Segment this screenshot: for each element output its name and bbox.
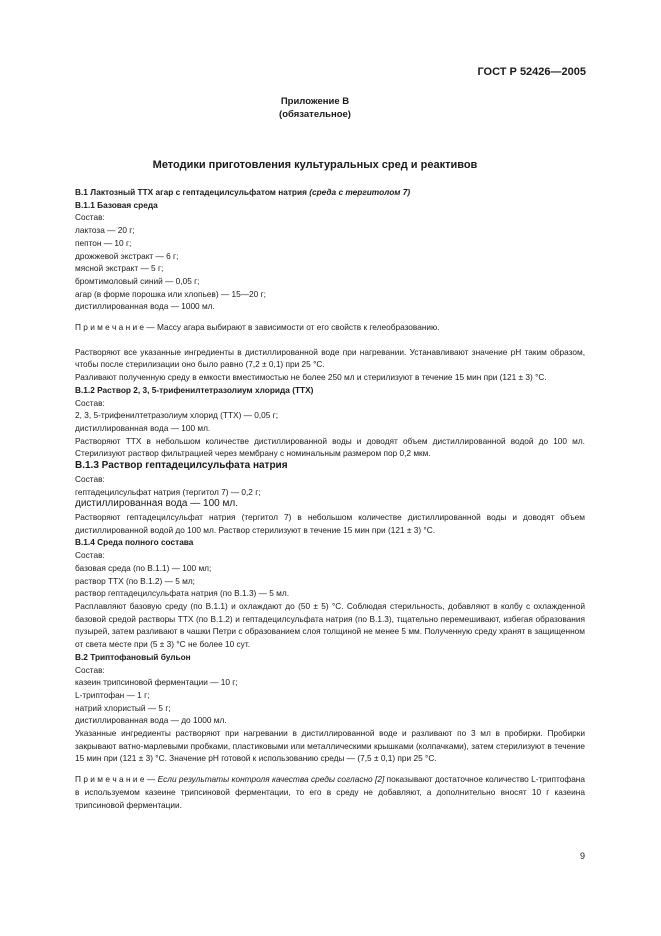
paragraph: Указанные ингредиенты растворяют при нагревании в дистиллированной воде и разливают по 3 мл в пробирки. Пробирки закрывают ватно-марлевыми пробками, пластиковыми или металлическими крышками (колпачками), затем стерилизуют в течение 15 мин при (121 ± 3) °С. Значение рН готовой к использованию среды — (7,5 ± 0,1) при 25 °С. [75,728,585,764]
section-b14-heading: В.1.4 Среда полного состава [75,537,194,548]
list-item: базовая среда (по В.1.1) — 100 мл; [75,562,212,573]
list-item: агар (в форме порошка или хлопьев) — 15—20 г; [75,288,266,299]
note-italic: Если результаты контроля качества среды согласно [2] [157,774,385,785]
composition-label: Состав: [75,664,105,675]
composition-label: Состав: [75,473,105,484]
composition-label: Состав: [75,212,105,223]
note-label: П р и м е ч а н и е [75,774,145,785]
page-number: 9 [579,851,585,861]
list-item: гептадецилсульфат натрия (тергитол 7) — 0,2 г; [75,486,261,497]
paragraph: Растворяют все указанные ингредиенты в дистиллированной воде при нагревании. Устанавливают значение рН таким образом, чтобы после стерилизации оно было равно (7,2 ± 0,1) при 25 °С. [75,346,585,370]
list-item: бромтимоловый синий — 0,05 г; [75,275,200,286]
list-item: дрожжевой экстракт — 6 г; [75,250,179,261]
list-item: лактоза — 20 г; [75,225,135,236]
composition-label: Состав: [75,550,105,561]
section-b2-heading: В.2 Триптофановый бульон [75,651,191,662]
section-b11-heading: В.1.1 Базовая среда [75,199,158,210]
list-item: дистиллированная вода — 1000 мл. [75,301,215,312]
list-item: 2, 3, 5-трифенилтетразолиум хлорид (ТТХ) — 0,05 г; [75,410,279,421]
paragraph: Расплавляют базовую среду (по В.1.1) и охлаждают до (50 ± 5) °С. Соблюдая стерильность, добавляют в колбу с охлажденной базовой средой растворы ТТХ (по В.1.2) и гептадецилсульфата натрия (по В.1.3), тщательно перемешивают, избегая образования пузырей, затем разливают в чашки Петри с образованием слоя толщиной не менее 5 мм. Полученную среду хранят в защищенном от света месте при (5 ± 3) °С не более 10 сут. [75,600,586,650]
note-b2 [75,773,585,811]
list-item: дистиллированная вода — 100 мл. [75,498,238,510]
list-item: натрий хлористый — 5 г; [75,702,171,713]
note-text: — Массу агара выбирают в зависимости от его свойств к гелеобразованию. [144,322,440,333]
section-b1-heading-italic: (среда с тергитолом 7) [309,187,411,197]
note-dash: — [144,774,158,785]
paragraph: Растворяют гептадецилсульфат натрия (тергитол 7) в небольшом количестве дистиллированной воды и доводят объем дистиллированной водой до 100 мл. Раствор стерилизуют в течение 15 мин при (121 ± 3) °С. [75,512,585,535]
composition-label: Состав: [75,397,105,408]
section-b12-heading: В.1.2 Раствор 2, 3, 5-трифенилтетразолиум хлорида (ТТХ) [75,384,314,395]
paragraph: Растворяют ТТХ в небольшом количестве дистиллированной воды и доводят объем дистиллированной водой до 100 мл. Стерилизуют раствор фильтрацией через мембрану с номинальным размером пор 0,2 мкм. [75,435,585,459]
list-item: L-триптофан — 1 г; [75,689,150,700]
note-text: показывают достаточное количество L-триптофана в используемом казеине трипсиновой ферментации, то его в среду не добавляют, а дополнительно вносят 10 г казеина трипсиновой ферментации. [75,774,586,810]
standard-number: ГОСТ Р 52426—2005 [477,66,586,78]
main-title: Методики приготовления культуральных сред и реактивов [152,159,478,171]
document-body [75,186,585,811]
note-label: П р и м е ч а н и е [75,322,145,333]
section-b1-heading-text: В.1 Лактозный ТТХ агар с гептадецилсульфатом натрия [75,187,310,197]
list-item: раствор ТТХ (по В.1.2) — 5 мл; [75,575,195,586]
list-item: раствор гептадецилсульфата натрия (по В.1.3) — 5 мл. [75,588,289,599]
list-item: мясной экстракт — 5 г; [75,263,164,274]
note-b1 [75,321,585,334]
list-item: казеин трипсиновой ферментации — 10 г; [75,677,238,688]
list-item: дистиллированная вода — до 1000 мл. [75,715,227,726]
section-b13-heading: В.1.3 Раствор гептадецилсульфата натрия [75,460,288,472]
section-b1-heading [75,186,585,199]
appendix-title: Приложение В [280,96,350,107]
paragraph: Разливают полученную среду в емкости вместимостью не более 250 мл и стерилизуют в течение 15 мин при (121 ± 3) °С. [75,372,547,383]
appendix-status: (обязательное) [279,109,351,120]
list-item: дистиллированная вода — 100 мл. [75,422,211,433]
list-item: пептон — 10 г; [75,237,132,248]
